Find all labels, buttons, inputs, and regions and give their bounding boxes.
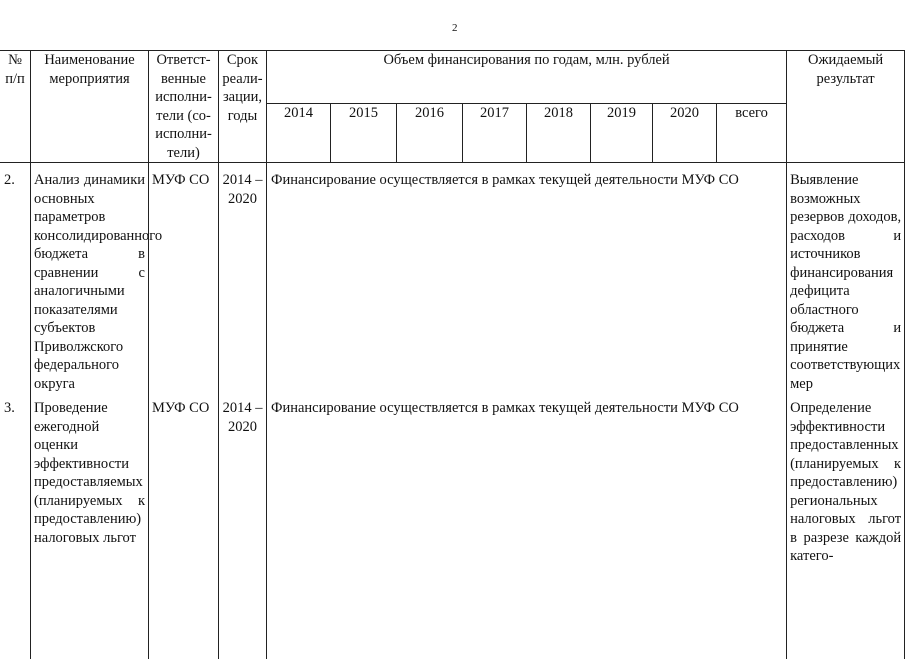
table-row [0,163,905,400]
row-funding: Финансирование осуществляется в рамках текущей деятельности МУФ СО [267,163,787,400]
header-year-2020: 2020 [653,104,717,163]
row-period: 2014 – 2020 [219,163,267,400]
header-year-2019: 2019 [591,104,653,163]
row-name: Анализ динамики основных параметров консолидированного бюджета в сравнении с аналогичными показателями субъектов Приволжского федерального округа [31,163,149,400]
page-number: 2 [452,22,458,34]
row-number: 3. [0,399,31,659]
header-funding: Объем финансирования по годам, млн. рублей [267,51,787,104]
program-measures-table [0,50,905,659]
header-row [0,51,905,104]
header-year-2018: 2018 [527,104,591,163]
row-result: Определение эффективности предоставленных (планируемых к предоставлению) региональных налоговых льгот в разрезе каждой катего- [787,399,905,659]
header-period: Срок реали-зации, годы [219,51,267,163]
header-result: Ожидаемый результат [787,51,905,163]
row-period: 2014 – 2020 [219,399,267,659]
header-number: № п/п [0,51,31,163]
header-year-2016: 2016 [397,104,463,163]
header-year-2015: 2015 [331,104,397,163]
row-responsible: МУФ СО [149,399,219,659]
header-total: всего [717,104,787,163]
header-year-2014: 2014 [267,104,331,163]
table-row [0,399,905,659]
row-result: Выявление возможных резервов доходов, расходов и источников финансирования дефицита областного бюджета и принятие соответствующих мер [787,163,905,400]
header-name: Наименование мероприятия [31,51,149,163]
header-responsible: Ответст-венные исполни-тели (со-исполни-тели) [149,51,219,163]
row-responsible: МУФ СО [149,163,219,400]
row-name: Проведение ежегодной оценки эффективности предоставляемых (планируемых к предоставлению) налоговых льгот [31,399,149,659]
row-number: 2. [0,163,31,400]
header-year-2017: 2017 [463,104,527,163]
row-funding: Финансирование осуществляется в рамках текущей деятельности МУФ СО [267,399,787,659]
